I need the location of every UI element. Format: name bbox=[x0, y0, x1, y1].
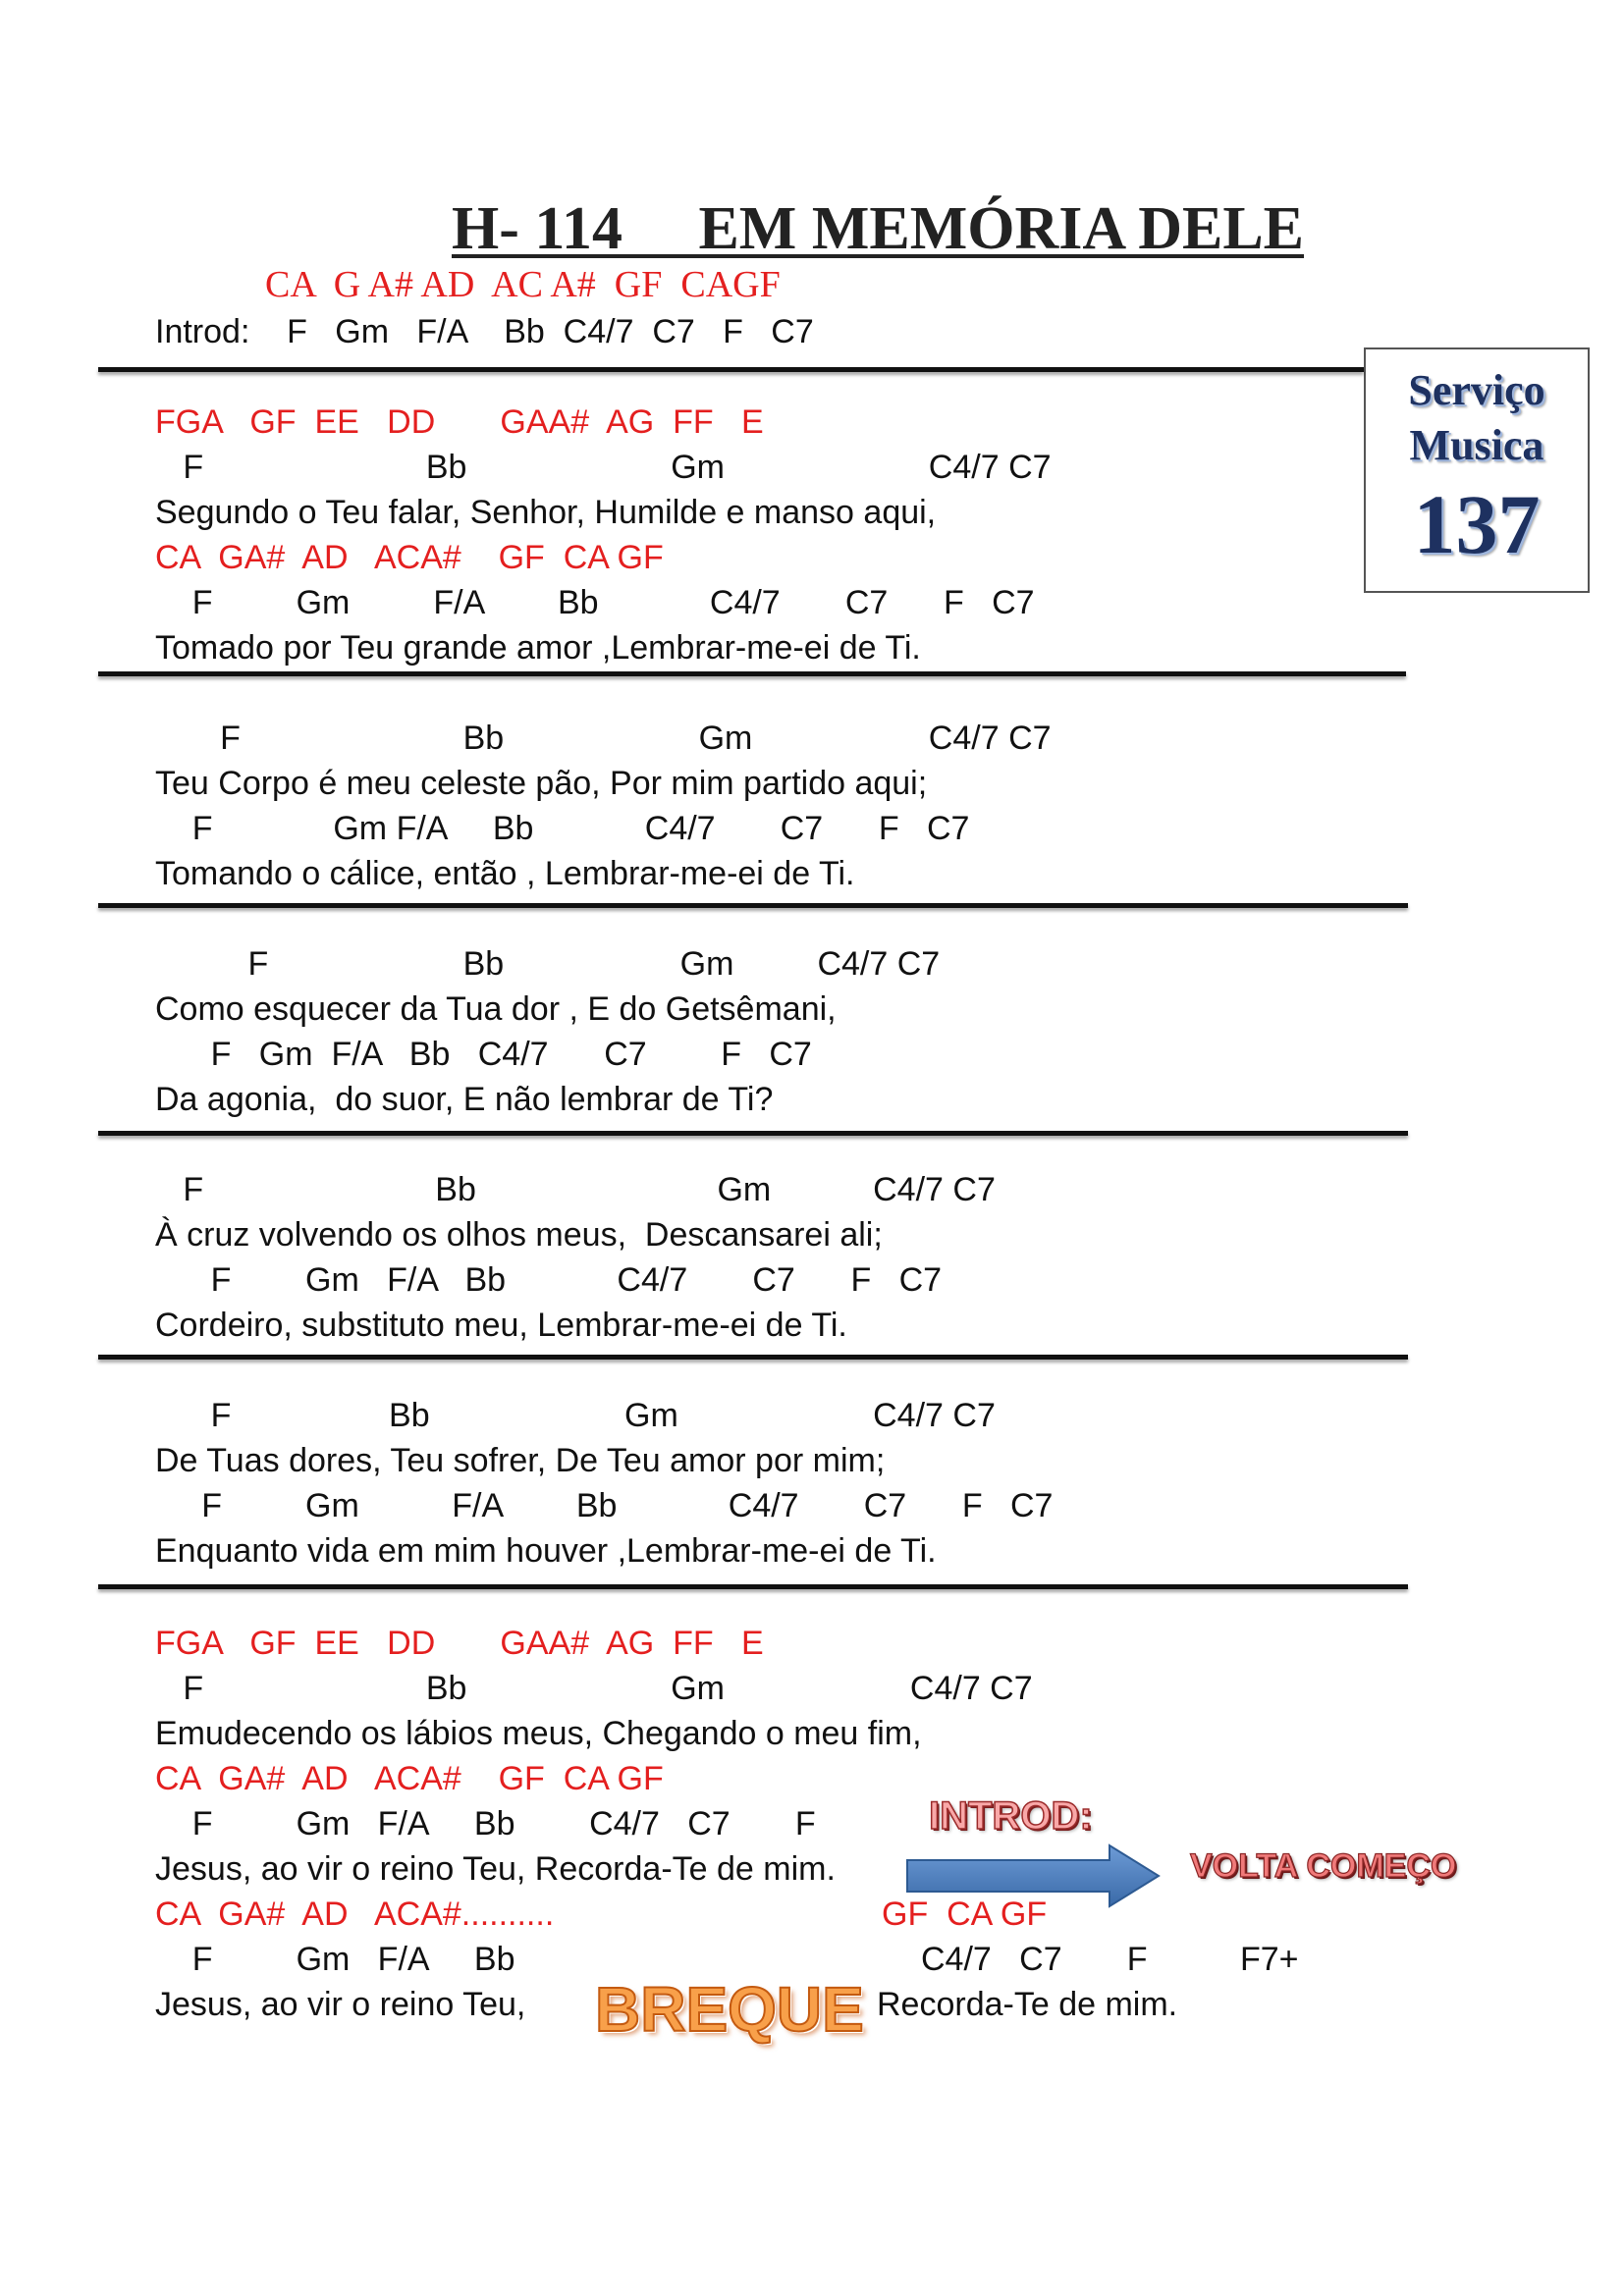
stanza6-notes-3b: GF CA GF bbox=[882, 1896, 1048, 1933]
stanza1-notes-2: CA GA# AD ACA# GF CA GF bbox=[155, 539, 664, 576]
stanza4-lyric-1: À cruz volvendo os olhos meus, Descansarei ali; bbox=[155, 1216, 883, 1254]
stanza4-chords-1: F Bb Gm C4/7 C7 bbox=[155, 1171, 996, 1208]
breque-label: BREQUE bbox=[595, 1974, 864, 2045]
stanza2-chords-2: F Gm F/A Bb C4/7 C7 F C7 bbox=[155, 810, 970, 847]
stanza2-lyric-2: Tomando o cálice, então , Lembrar-me-ei de Ti. bbox=[155, 855, 855, 892]
stanza2-lyric-1: Teu Corpo é meu celeste pão, Por mim partido aqui; bbox=[155, 765, 928, 802]
arrow-right-icon bbox=[905, 1843, 1161, 1908]
stanza6-lyric-1: Emudecendo os lábios meus, Chegando o meu fim, bbox=[155, 1715, 922, 1752]
stanza6-notes-3: CA GA# AD ACA#.......... bbox=[155, 1896, 555, 1933]
intro-chords: Introd: F Gm F/A Bb C4/7 C7 F C7 bbox=[155, 313, 814, 350]
section-divider bbox=[98, 1355, 1408, 1360]
section-divider bbox=[98, 1584, 1408, 1589]
stanza1-chords-2: F Gm F/A Bb C4/7 C7 F C7 bbox=[155, 584, 1035, 621]
stanza1-notes-1: FGA GF EE DD GAA# AG FF E bbox=[155, 403, 764, 441]
section-divider bbox=[98, 1131, 1408, 1136]
stanza6-chords-2: F Gm F/A Bb C4/7 C7 F bbox=[155, 1805, 816, 1842]
section-divider bbox=[98, 903, 1408, 908]
service-badge bbox=[1364, 347, 1590, 593]
stanza6-notes-1: FGA GF EE DD GAA# AG FF E bbox=[155, 1625, 764, 1662]
badge-label-2: Musica bbox=[1409, 421, 1544, 469]
section-divider bbox=[98, 671, 1406, 676]
stanza6-lyric-3: Jesus, ao vir o reino Teu, bbox=[155, 1986, 526, 2023]
stanza4-chords-2: F Gm F/A Bb C4/7 C7 F C7 bbox=[155, 1261, 943, 1299]
stanza5-chords-2: F Gm F/A Bb C4/7 C7 F C7 bbox=[155, 1487, 1054, 1524]
stanza6-lyric-2: Jesus, ao vir o reino Teu, Recorda-Te de mim. bbox=[155, 1850, 836, 1888]
stanza6-chords-3: F Gm F/A Bb bbox=[155, 1941, 515, 1978]
stanza5-lyric-1: De Tuas dores, Teu sofrer, De Teu amor por mim; bbox=[155, 1442, 886, 1479]
song-title: H- 114 EM MEMÓRIA DELE bbox=[452, 195, 1305, 262]
intro-notes: CA G A# AD AC A# GF CAGF bbox=[265, 264, 781, 305]
stanza6-chords-3b: C4/7 C7 F F7+ bbox=[921, 1941, 1299, 1978]
stanza4-lyric-2: Cordeiro, substituto meu, Lembrar-me-ei de Ti. bbox=[155, 1307, 847, 1344]
stanza6-chords-1: F Bb Gm C4/7 C7 bbox=[155, 1670, 1033, 1707]
stanza1-lyric-1: Segundo o Teu falar, Senhor, Humilde e manso aqui, bbox=[155, 494, 937, 531]
stanza5-chords-1: F Bb Gm C4/7 C7 bbox=[155, 1397, 996, 1434]
stanza2-chords-1: F Bb Gm C4/7 C7 bbox=[155, 720, 1052, 757]
stanza3-chords-2: F Gm F/A Bb C4/7 C7 F C7 bbox=[155, 1036, 812, 1073]
badge-number: 137 bbox=[1413, 477, 1541, 571]
stanza3-lyric-2: Da agonia, do suor, E não lembrar de Ti? bbox=[155, 1081, 774, 1118]
stanza1-chords-1: F Bb Gm C4/7 C7 bbox=[155, 449, 1052, 486]
badge-label-1: Serviço bbox=[1408, 366, 1545, 414]
stanza6-lyric-3b: Recorda-Te de mim. bbox=[877, 1986, 1178, 2023]
stanza5-lyric-2: Enquanto vida em mim houver ,Lembrar-me-ei de Ti. bbox=[155, 1532, 937, 1570]
introd-label: INTROD: bbox=[929, 1794, 1093, 1838]
stanza1-lyric-2: Tomado por Teu grande amor ,Lembrar-me-ei de Ti. bbox=[155, 629, 921, 667]
section-divider bbox=[98, 367, 1364, 372]
stanza3-lyric-1: Como esquecer da Tua dor , E do Getsêmani, bbox=[155, 990, 837, 1028]
stanza6-notes-2: CA GA# AD ACA# GF CA GF bbox=[155, 1760, 664, 1797]
volta-comeco-label: VOLTA COMEÇO bbox=[1190, 1847, 1457, 1885]
stanza3-chords-1: F Bb Gm C4/7 C7 bbox=[155, 945, 941, 983]
